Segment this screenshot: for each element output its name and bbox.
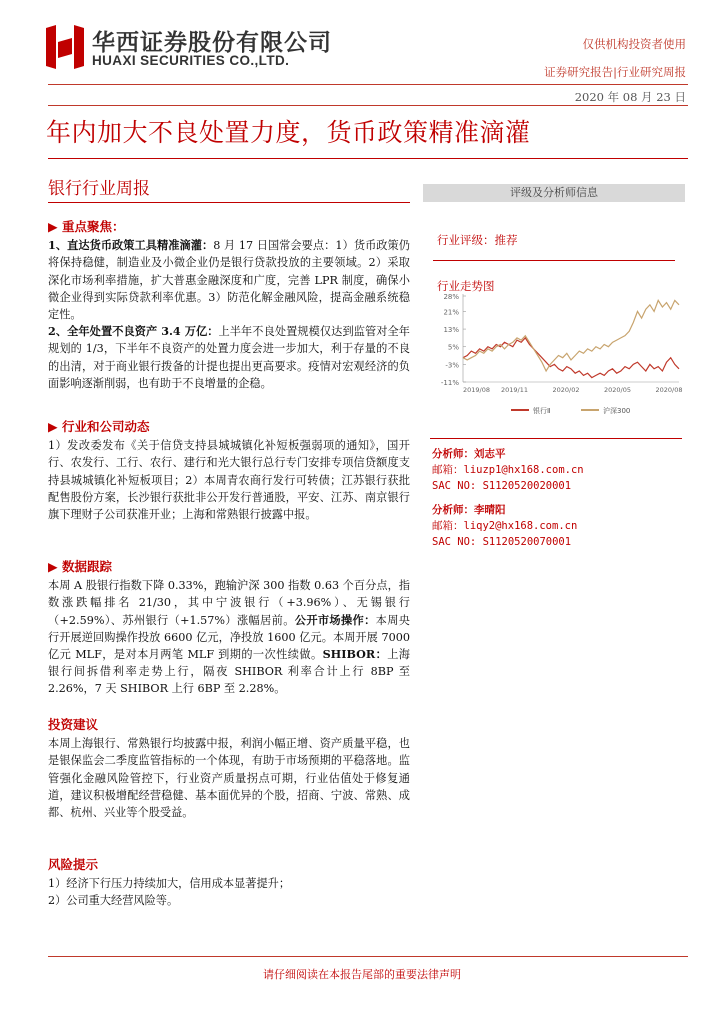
sidebar-header: 评级及分析师信息 (423, 184, 685, 202)
tracking-heading: ▶ 数据跟踪 (48, 559, 112, 574)
subtitle-divider (48, 202, 410, 203)
chart-divider (430, 438, 682, 439)
x-tick-label: 2020/02 (552, 386, 580, 394)
triangle-bullet-icon: ▶ (48, 219, 62, 234)
company-name-en: HUAXI SECURITIES CO.,LTD. (92, 53, 290, 68)
series-line-沪深300 (463, 300, 679, 371)
tracking-section (48, 558, 410, 698)
huaxi-logo-icon (44, 24, 86, 70)
risk-section (48, 856, 410, 910)
advice-section (48, 716, 410, 821)
analyst-2 (432, 502, 577, 550)
company-name-cn: 华西证券股份有限公司 (92, 30, 332, 56)
analyst-sac: SAC NO: S1120520020001 (432, 480, 572, 492)
y-tick-label: -3% (445, 361, 459, 370)
y-tick-label: -11% (440, 379, 459, 387)
trend-chart (423, 286, 685, 426)
advice-text: 本周上海银行、常熟银行均披露中报，利润小幅正增、资产质量平稳，也是银保监会二季度监管指标的一个体现，有助于市场预期的平稳落地。监管强化金融风险管控下，行业资产质量拐点可期，行业估值处于修复通道，建议积极增配经营稳健、基本面优异的个股，招商、宁波、常熟、成都、杭州、兴业等个股受益。 (48, 737, 410, 820)
analyst-sac: SAC NO: S1120520070001 (432, 536, 572, 548)
y-tick-label: 5% (447, 343, 459, 352)
title-divider (48, 158, 688, 159)
legend-label: 沪深300 (603, 407, 631, 415)
focus-section (48, 218, 410, 392)
series-line-银行Ⅱ (463, 338, 679, 378)
risk-item-2: 2）公司重大经营风险等。 (48, 894, 179, 908)
advice-heading: 投资建议 (48, 717, 99, 732)
analyst-name: 分析师：李晴阳 (432, 504, 506, 516)
header-divider (48, 84, 688, 85)
risk-item-1: 1）经济下行压力持续加大，信用成本显著提升； (48, 877, 291, 891)
risk-heading: 风险提示 (48, 857, 99, 872)
y-tick-label: 28% (443, 293, 459, 301)
dynamics-text: 1）发改委发布《关于信贷支持县城城镇化补短板强弱项的通知》，国开行、农发行、工行、农行、建行和光大银行总行专门安排专项信贷额度支持县城城镇化补短板项目；2）本周青农商行发行可转债；江苏银行获批配售股份方案，长沙银行获批非公开发行普通股，平安、江苏、南京银行旗下理财子公司获准开业；上海和常熟银行披露中报。 (48, 439, 410, 522)
sidebar (423, 184, 685, 294)
y-tick-label: 13% (443, 326, 459, 335)
rating-divider (433, 260, 675, 261)
rating-label: 行业评级：推荐 (437, 233, 518, 247)
footer-disclaimer: 请仔细阅读在本报告尾部的重要法律声明 (263, 968, 461, 981)
x-tick-label: 2019/11 (500, 386, 529, 394)
report-subtitle: 银行行业周报 (48, 179, 150, 199)
footer-divider (48, 956, 688, 957)
trend-label: 行业走势图 (437, 279, 495, 293)
analyst-email: 邮箱：liuzp1@hx168.com.cn (432, 464, 584, 476)
analyst-1 (432, 446, 584, 494)
x-tick-label: 2020/05 (603, 386, 632, 394)
tracking-text: 本周 A 股银行指数下降 0.33%，跑输沪深 300 指数 0.63 个百分点，指数涨跌幅排名 21/30，其中宁波银行（+3.96%）、无锡银行（+2.59%）、苏州银行（+1.57%）涨幅居前。公开市场操作：本周央行开展逆回购操作投放 6600 亿元，净投放 1600 亿元。本周开展 7000 亿元 MLF，是对本月两笔 MLF 到期的一次性续做。SHIBOR：上海银行间拆借利率走势上行，隔夜 SHIBOR 利率合计上行 8BP 至 2.26%，7 天 SHIBOR 上行 6BP 至 2.28%。 (48, 579, 410, 696)
focus-paragraph-1: 1、直达货币政策工具精准滴灌：8 月 17 日国常会要点：1）货币政策仍将保持稳健，制造业及小微企业仍是银行贷款投放的主要领域。2）采取深化市场利率措施，扩大普惠金融深度和广度，完善 LPR 制度，确保小微企业得到实际贷款利率优惠。3）防范化解金融风险，提高金融系统稳定性。 (48, 238, 410, 322)
dynamics-section (48, 418, 410, 523)
focus-heading: ▶ 重点聚焦： (48, 219, 125, 234)
legend-label: 银行Ⅱ (533, 407, 551, 415)
report-date: 2020 年 08 月 23 日 (574, 90, 686, 104)
date-divider (48, 105, 688, 106)
analyst-name: 分析师：刘志平 (432, 448, 506, 460)
report-type: 证券研究报告|行业研究周报 (544, 65, 686, 79)
x-tick-label: 2020/08 (655, 386, 683, 394)
report-title: 年内加大不良处置力度，货币政策精准滴灌 (46, 118, 531, 147)
y-tick-label: 21% (443, 308, 459, 317)
triangle-bullet-icon: ▶ (48, 559, 62, 574)
focus-paragraph-2: 2、全年处置不良资产 3.4 万亿：上半年不良处置规模仅达到监管对全年规划的 1/3，下半年不良资产的处置力度会进一步加大，利于存量的不良的出清，对于商业银行拨备的计提也提出更高要求。疫情对宏观经济的负面影响逐渐削弱，也有助于不良增量的企稳。 (48, 324, 410, 390)
triangle-bullet-icon: ▶ (48, 419, 62, 434)
x-tick-label: 2019/08 (463, 386, 491, 394)
dynamics-heading: ▶ 行业和公司动态 (48, 419, 150, 434)
analyst-email: 邮箱：liqy2@hx168.com.cn (432, 520, 578, 532)
audience-note: 仅供机构投资者使用 (582, 37, 686, 51)
